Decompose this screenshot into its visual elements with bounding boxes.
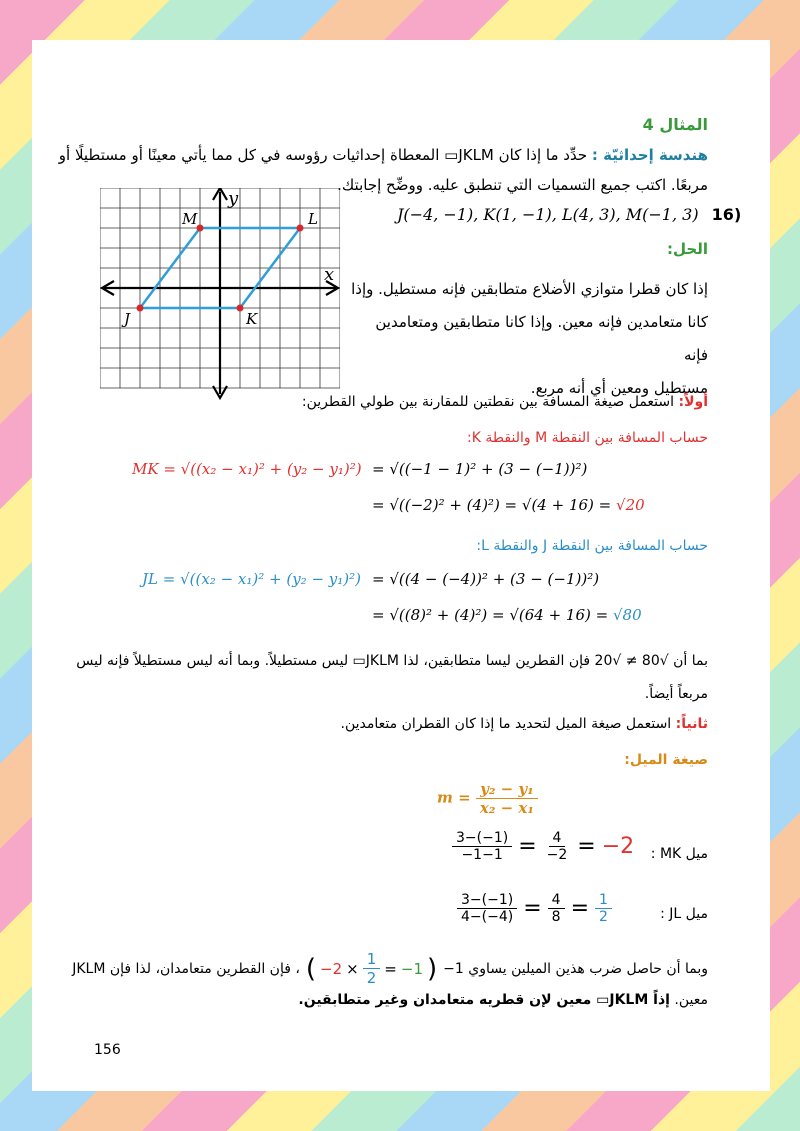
- slope-heading: صيغة الميل:: [624, 752, 708, 768]
- point-J: [137, 305, 144, 312]
- jl-heading: حساب المسافة بين النقطة J والنقطة L:: [476, 538, 708, 554]
- mk-mid-num: 4: [549, 830, 566, 847]
- conclusion-final: إذاً JKLM▭ معين لإن قطريه متعامدان وغير متطابقين.: [298, 992, 670, 1008]
- point-label-L: L: [308, 210, 318, 228]
- solution-label: الحل:: [667, 240, 708, 258]
- mk-slope-frac: [452, 830, 512, 863]
- coordinate-graph: [100, 188, 340, 402]
- mk-mid-den: −2: [546, 847, 568, 863]
- jl-res-den: 2: [599, 909, 608, 925]
- jl-slope-label: ميل JL :: [660, 906, 708, 922]
- jl-slope-frac: [457, 892, 517, 925]
- slope-fraction: [476, 780, 538, 817]
- point-label-J: J: [124, 310, 131, 328]
- compare-line1: بما أن √80 ≠ √20 فإن القطرين ليسا متطابقين، لذا JKLM▭ ليس مستطيلاً. وبما أنه ليس مستطيلاً فإنه ليس: [76, 653, 708, 669]
- second-step: [341, 716, 708, 732]
- point-K: [237, 305, 244, 312]
- point-M: [197, 225, 204, 232]
- conclusion-text-c: معين.: [669, 992, 708, 1008]
- mk-heading: حساب المسافة بين النقطة M والنقطة K:: [467, 430, 708, 446]
- first-step: [302, 394, 708, 410]
- expr-eq: =: [384, 959, 397, 978]
- jl-slope-num: 3−(−1): [457, 892, 517, 909]
- jl-formula: JL = √((x₂ − x₁)² + (y₂ − y₁)²): [142, 570, 362, 588]
- conclusion-line1: [48, 950, 708, 987]
- exercise-16: [397, 205, 741, 224]
- jl-result: √80: [613, 606, 642, 624]
- expr-half: [363, 950, 381, 987]
- comparison: [68, 645, 708, 711]
- expr-b: −1: [400, 959, 423, 978]
- problem-line1: حدِّد ما إذا كان JKLM▭ المعطاة إحداثيات رؤوسه في كل مما يأتي معينًا أو مستطيلًا أو: [58, 146, 588, 164]
- mk-slope-result: −2: [601, 834, 635, 859]
- page: [32, 40, 770, 1091]
- mk-slope-mid: [543, 830, 572, 863]
- first-text: استعمل صيغة المسافة بين نقطتين للمقارنة بين طولي القطرين:: [301, 394, 679, 410]
- jl-res-num: 1: [595, 892, 612, 909]
- mk-result: √20: [616, 496, 645, 514]
- jl-slope-mid: [548, 892, 565, 925]
- y-axis-label: y: [228, 188, 239, 209]
- second-label: ثانياً:: [675, 716, 708, 732]
- vertices: J(−4, −1), K(1, −1), L(4, 3), M(−1, 3): [397, 205, 699, 224]
- point-label-K: K: [246, 310, 258, 328]
- mk-slope: $\frac{3-(-1)}{-1-1}$ = $\frac{4}{-2}$ = −2: [452, 830, 634, 863]
- jl-mid-num: 4: [548, 892, 565, 909]
- first-label: أولاً:: [678, 394, 708, 410]
- jl-step2-line: [372, 606, 642, 624]
- solution-line3: مستطيل ومعين أي أنه مربع.: [530, 379, 708, 397]
- axes: [102, 188, 338, 398]
- example-title: المثال 4: [642, 115, 708, 134]
- problem-topic: هندسة إحداثيّة :: [591, 146, 708, 164]
- compare-line2: مربعاً أيضاً.: [644, 686, 708, 702]
- mk-slope-den: −1−1: [461, 847, 503, 863]
- expr-half-den: 2: [366, 969, 377, 987]
- point-label-M: M: [182, 210, 198, 228]
- conclusion-text-b: ، فإن القطرين متعامدان، لذا فإن JKLM: [72, 960, 300, 977]
- conclusion-expression: ( −2 × $\frac{1}{2}$ = −1 ): [305, 950, 438, 987]
- solution-line2: كانا متعامدين فإنه معين. وإذا كانا متطابقين ومتعامدين فإنه: [375, 313, 708, 364]
- expr-half-num: 1: [363, 950, 381, 969]
- mk-step2: = √((−2)² + (4)²) = √(4 + 16) =: [372, 496, 612, 514]
- conclusion-line2: [298, 992, 708, 1008]
- mk-formula: MK = √((x₂ − x₁)² + (y₂ − y₁)²): [132, 460, 362, 478]
- page-number: 156: [94, 1042, 121, 1058]
- jl-step1: = √((4 − (−4))² + (3 − (−1))²): [372, 570, 600, 588]
- mk-step1: = √((−1 − 1)² + (3 − (−1))²): [372, 460, 588, 478]
- x-axis-label: x: [324, 264, 335, 285]
- exercise-number: 16): [711, 205, 742, 224]
- mk-slope-label: ميل MK :: [650, 846, 708, 862]
- slope-formula: [437, 780, 538, 817]
- solution-text: [348, 273, 708, 405]
- conclusion-text-a: وبما أن حاصل ضرب هذين الميلين يساوي 1−: [443, 960, 708, 977]
- solution-line1: إذا كان قطرا متوازي الأضلاع متطابقين فإنه مستطيل. وإذا: [351, 280, 708, 298]
- mk-slope-num: 3−(−1): [452, 830, 512, 847]
- slope-m: m =: [437, 788, 471, 807]
- slope-denominator: x₂ − x₁: [479, 799, 534, 817]
- problem-line2: مربعًا. اكتب جميع التسميات التي تنطبق عليه. ووضِّح إجابتك.: [337, 176, 708, 194]
- expr-a: −2: [320, 959, 343, 978]
- mk-step2-line: [372, 496, 645, 514]
- slope-numerator: y₂ − y₁: [476, 780, 538, 799]
- second-text: استعمل صيغة الميل لتحديد ما إذا كان القطران متعامدين.: [340, 716, 676, 732]
- jl-step2: = √((8)² + (4)²) = √(64 + 16) =: [372, 606, 609, 624]
- point-L: [297, 225, 304, 232]
- jl-slope-den: 4−(−4): [461, 909, 514, 925]
- jl-mid-den: 8: [551, 909, 561, 925]
- jl-slope: $\frac{3-(-1)}{4-(-4)}$ = $\frac{4}{8}$ = $\frac{1}{2}$: [457, 892, 612, 925]
- expr-times: ×: [346, 959, 359, 978]
- jl-slope-result: [595, 892, 612, 925]
